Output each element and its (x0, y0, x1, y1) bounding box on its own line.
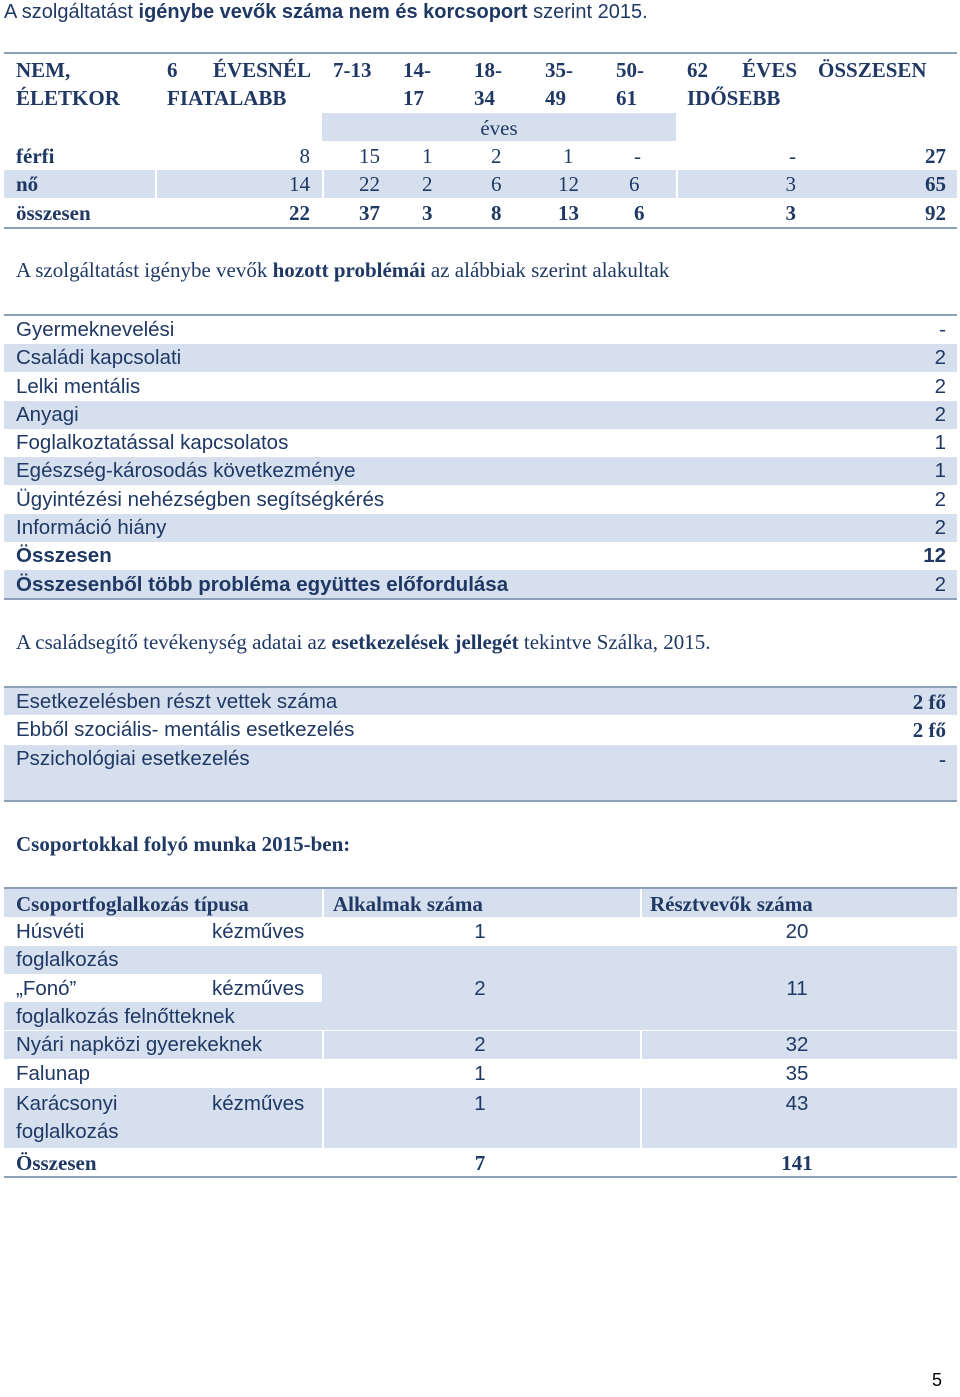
unit-label: éves (480, 116, 518, 140)
caption-group-work: Csoportokkal folyó munka 2015-ben: (16, 832, 351, 856)
problem-label: Lelki mentális (16, 375, 141, 398)
case-value: - (939, 747, 946, 771)
problem-count: 2 (934, 403, 946, 426)
cell-value: 1 (422, 144, 433, 168)
cell-value: 22 (289, 201, 310, 225)
problem-label: Egészség-károsodás következménye (16, 459, 356, 482)
problem-label: Ügyintézési nehézségben segítségkérés (16, 488, 385, 511)
header-14-17: 17 (403, 86, 424, 110)
case-label: Ebből szociális- mentális esetkezelés (16, 718, 355, 741)
cell-value: 22 (359, 172, 380, 196)
problem-total-label: Összesen (16, 544, 112, 567)
row-label: nő (16, 172, 39, 196)
cell-value: 92 (925, 201, 946, 225)
header-50-61: 61 (616, 86, 637, 110)
cell-value: 6 (629, 172, 640, 196)
case-label: Pszichológiai esetkezelés (16, 747, 250, 770)
cell-value: - (789, 144, 796, 168)
cell-value: 15 (359, 144, 380, 168)
cell-value: 2 (422, 172, 433, 196)
case-label: Esetkezelésben részt vettek száma (16, 690, 338, 713)
group-participants: 35 (785, 1062, 809, 1085)
header-62-plus: 62 ÉVES (687, 58, 797, 82)
table-rule (4, 800, 957, 802)
group-label: kézműves (212, 977, 305, 1000)
group-label: foglalkozás felnőtteknek (16, 1005, 235, 1028)
problem-label: Foglalkoztatással kapcsolatos (16, 431, 289, 454)
group-total-label: Összesen (16, 1151, 97, 1175)
group-label: foglalkozás (16, 1120, 119, 1143)
group-participants: 11 (786, 977, 808, 1000)
problem-label: Családi kapcsolati (16, 346, 182, 369)
case-value: 2 fő (912, 718, 946, 742)
cell-value: 6 (491, 172, 502, 196)
header-35-49: 49 (545, 86, 566, 110)
header-18-34: 18- (474, 58, 502, 82)
problem-count: 2 (934, 488, 946, 511)
cell-value: 8 (299, 144, 310, 168)
problem-label: Anyagi (16, 403, 79, 426)
group-participants: 32 (785, 1033, 809, 1056)
header-occasions: Alkalmak száma (333, 892, 483, 916)
page-number: 5 (931, 1370, 942, 1390)
header-under-6: FIATALABB (167, 86, 287, 110)
header-35-49: 35- (545, 58, 573, 82)
cell-value: 12 (558, 172, 579, 196)
cell-value: 2 (491, 144, 502, 168)
group-label: Nyári napközi gyerekeknek (16, 1033, 263, 1056)
cell-value: 3 (785, 201, 796, 225)
caption-problems: A szolgáltatást igénybe vevők hozott problémái az alábbiak szerint alakultak (16, 258, 670, 282)
group-label: kézműves (212, 920, 305, 943)
group-participants: 43 (785, 1092, 809, 1115)
table-rule (4, 227, 957, 229)
group-occasions: 2 (474, 1033, 486, 1056)
group-label: Karácsonyi (16, 1092, 118, 1115)
caption-age-sex: A szolgáltatást igénybe vevők száma nem és korcsoport szerint 2015. (4, 1, 648, 23)
case-value: 2 fő (912, 690, 946, 714)
problem-count: 2 (934, 516, 946, 539)
header-participants: Résztvevők száma (650, 892, 813, 916)
problem-count: 2 (934, 375, 946, 398)
problem-label: Gyermeknevelési (16, 318, 175, 341)
cell-value: 65 (925, 172, 946, 196)
cell-value: 37 (359, 201, 380, 225)
header-50-61: 50- (616, 58, 644, 82)
caption-case-handling: A családsegítő tevékenység adatai az esetkezelések jellegét tekintve Szálka, 2015. (16, 630, 711, 654)
problem-multi-label: Összesenből több probléma együttes előfordulása (16, 573, 509, 596)
cell-value: - (634, 144, 641, 168)
cell-value: 14 (289, 172, 310, 196)
cell-value: 27 (925, 144, 946, 168)
row-label: összesen (16, 201, 91, 225)
problem-label: Információ hiány (16, 516, 167, 539)
group-label: foglalkozás (16, 948, 119, 971)
problem-count: - (939, 318, 946, 341)
cell-value: 3 (422, 201, 433, 225)
group-total-participants: 141 (781, 1151, 813, 1175)
group-occasions: 2 (474, 977, 486, 1000)
header-total: ÖSSZESEN (818, 58, 927, 82)
problem-count: 2 (934, 346, 946, 369)
header-group-type: Csoportfoglalkozás típusa (16, 892, 249, 916)
header-7-13: 7-13 (333, 58, 372, 82)
header-sex-age: ÉLETKOR (16, 86, 120, 110)
header-sex-age: NEM, (16, 58, 71, 82)
group-label: Falunap (16, 1062, 91, 1085)
problem-count: 1 (934, 459, 946, 482)
header-under-6: 6 ÉVESNÉL (167, 58, 311, 82)
row-label: férfi (16, 144, 55, 168)
problem-multi-count: 2 (934, 573, 946, 596)
cell-value: 3 (785, 172, 796, 196)
group-occasions: 1 (474, 1092, 486, 1115)
cell-value: 8 (491, 201, 502, 225)
group-total-occasions: 7 (474, 1151, 486, 1175)
header-14-17: 14- (403, 58, 431, 82)
problem-count: 1 (934, 431, 946, 454)
cell-value: 6 (634, 201, 645, 225)
group-label: kézműves (212, 1092, 305, 1115)
group-label: Húsvéti (16, 920, 85, 943)
cell-value: 13 (558, 201, 579, 225)
group-occasions: 1 (474, 1062, 486, 1085)
group-occasions: 1 (474, 920, 486, 943)
problem-total: 12 (923, 544, 946, 567)
header-62-plus: IDŐSEBB (687, 86, 781, 110)
group-participants: 20 (785, 920, 809, 943)
header-18-34: 34 (474, 86, 495, 110)
cell-value: 1 (563, 144, 574, 168)
table-rule (4, 52, 957, 54)
group-label: „Fonó” (16, 977, 77, 1000)
